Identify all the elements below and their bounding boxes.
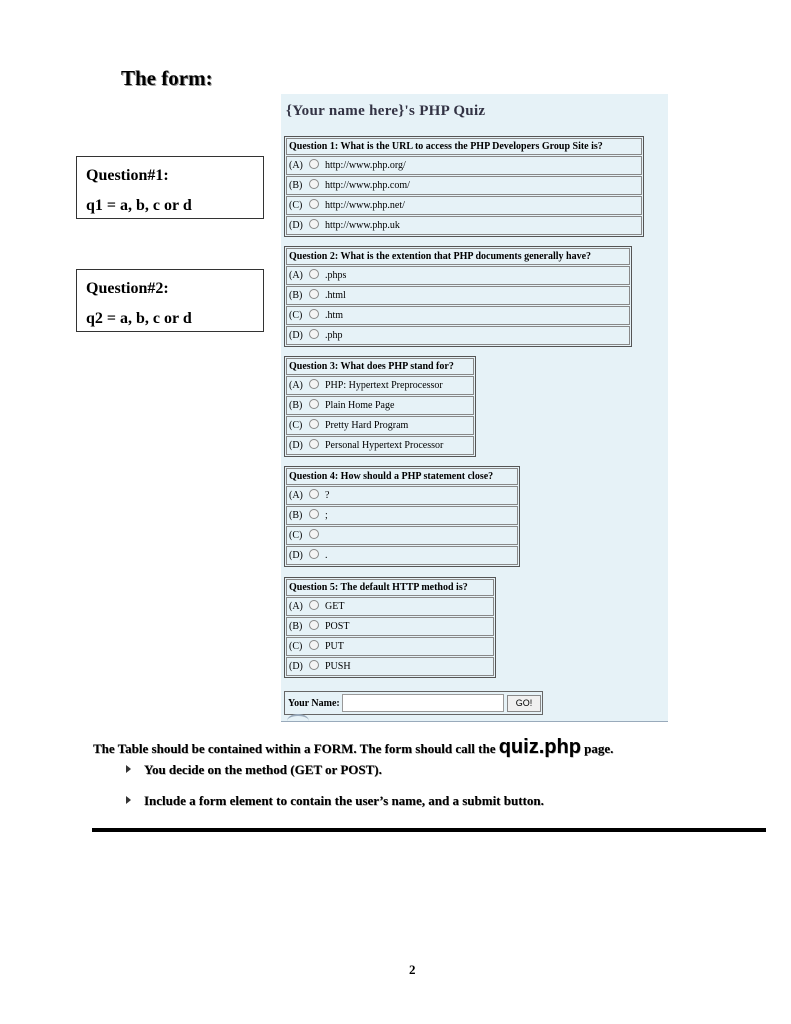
- option-text: Plain Home Page: [325, 400, 395, 411]
- radio-button[interactable]: [309, 529, 319, 539]
- option-row[interactable]: [286, 657, 494, 676]
- option-letter: (D): [289, 440, 303, 451]
- option-text: .: [325, 550, 328, 561]
- option-row[interactable]: [286, 486, 518, 505]
- option-row[interactable]: [286, 196, 642, 215]
- radio-button[interactable]: [309, 620, 319, 630]
- callout-title: Question#1:: [86, 167, 169, 184]
- callout-question-1: [76, 156, 264, 219]
- option-letter: (C): [289, 530, 303, 541]
- option-row[interactable]: [286, 416, 474, 435]
- option-letter: (B): [289, 290, 303, 301]
- bullet-item: [126, 793, 544, 809]
- option-text: .php: [325, 330, 343, 341]
- question-1-text: Question 1: What is the URL to access the PHP Developers Group Site is?: [286, 138, 642, 155]
- question-5-text: Question 5: The default HTTP method is?: [286, 579, 494, 596]
- option-row[interactable]: [286, 396, 474, 415]
- instruction-part-1: The Table should be contained within a FORM. The form should call the: [93, 741, 499, 756]
- option-letter: (A): [289, 380, 303, 391]
- radio-button[interactable]: [309, 439, 319, 449]
- option-letter: (A): [289, 601, 303, 612]
- callout-title: Question#2:: [86, 280, 169, 297]
- radio-button[interactable]: [309, 219, 319, 229]
- option-letter: (B): [289, 400, 303, 411]
- radio-button[interactable]: [309, 600, 319, 610]
- option-row[interactable]: [286, 546, 518, 565]
- bullet-arrow-icon: [126, 796, 131, 804]
- option-letter: (A): [289, 270, 303, 281]
- option-text: .phps: [325, 270, 347, 281]
- callout-text: q2 = a, b, c or d: [86, 310, 192, 327]
- option-row[interactable]: [286, 637, 494, 656]
- option-text: PUT: [325, 641, 344, 652]
- radio-button[interactable]: [309, 199, 319, 209]
- option-row[interactable]: [286, 216, 642, 235]
- option-row[interactable]: [286, 176, 642, 195]
- bullet-arrow-icon: [126, 765, 131, 773]
- bullet-item: [126, 762, 382, 778]
- radio-button[interactable]: [309, 159, 319, 169]
- name-label: Your Name:: [288, 697, 340, 709]
- option-row[interactable]: [286, 597, 494, 616]
- option-row[interactable]: [286, 156, 642, 175]
- option-row[interactable]: [286, 526, 518, 545]
- page-number: 2: [409, 962, 416, 977]
- option-text: http://www.php.uk: [325, 220, 400, 231]
- bullet-text: Include a form element to contain the user’s name, and a submit button.: [144, 793, 544, 808]
- question-4-table: [284, 466, 520, 567]
- option-letter: (B): [289, 510, 303, 521]
- radio-button[interactable]: [309, 309, 319, 319]
- quiz-title: {Your name here}'s PHP Quiz: [286, 103, 486, 119]
- option-letter: (C): [289, 420, 303, 431]
- instruction-paragraph: [93, 736, 613, 759]
- option-text: ?: [325, 490, 330, 501]
- callout-question-2: [76, 269, 264, 332]
- option-row[interactable]: [286, 506, 518, 525]
- option-text: ;: [325, 510, 328, 521]
- option-letter: (A): [289, 490, 303, 501]
- option-text: .html: [325, 290, 346, 301]
- option-text: http://www.php.org/: [325, 160, 406, 171]
- option-text: Pretty Hard Program: [325, 420, 409, 431]
- option-row[interactable]: [286, 436, 474, 455]
- option-row[interactable]: [286, 286, 630, 305]
- go-button[interactable]: GO!: [507, 695, 542, 712]
- option-letter: (D): [289, 661, 303, 672]
- name-input[interactable]: [342, 694, 504, 712]
- bullet-text: You decide on the method (GET or POST).: [144, 762, 382, 777]
- radio-button[interactable]: [309, 329, 319, 339]
- option-row[interactable]: [286, 306, 630, 325]
- option-letter: (D): [289, 550, 303, 561]
- option-letter: (B): [289, 180, 303, 191]
- name-form-row: [284, 691, 543, 715]
- radio-button[interactable]: [309, 549, 319, 559]
- question-3-table: [284, 356, 476, 457]
- option-text: GET: [325, 601, 345, 612]
- question-3-text: Question 3: What does PHP stand for?: [286, 358, 474, 375]
- quiz-screenshot-panel: [281, 94, 668, 722]
- question-4-text: Question 4: How should a PHP statement close?: [286, 468, 518, 485]
- radio-button[interactable]: [309, 289, 319, 299]
- radio-button[interactable]: [309, 399, 319, 409]
- question-2-table: [284, 246, 632, 347]
- option-letter: (C): [289, 310, 303, 321]
- filename: quiz.php: [498, 736, 581, 758]
- option-letter: (C): [289, 200, 303, 211]
- decorative-arc: [287, 714, 309, 728]
- option-text: Personal Hypertext Processor: [325, 440, 444, 451]
- section-heading: The form:: [121, 66, 213, 90]
- question-5-table: [284, 577, 496, 678]
- radio-button[interactable]: [309, 509, 319, 519]
- radio-button[interactable]: [309, 489, 319, 499]
- radio-button[interactable]: [309, 660, 319, 670]
- question-2-text: Question 2: What is the extention that PHP documents generally have?: [286, 248, 630, 265]
- instruction-part-2: page.: [580, 741, 614, 756]
- option-letter: (A): [289, 160, 303, 171]
- option-row[interactable]: [286, 376, 474, 395]
- radio-button[interactable]: [309, 269, 319, 279]
- option-text: .htm: [325, 310, 344, 321]
- question-1-table: [284, 136, 644, 237]
- callout-text: q1 = a, b, c or d: [86, 197, 192, 214]
- option-text: http://www.php.com/: [325, 180, 410, 191]
- option-letter: (D): [289, 330, 303, 341]
- option-text: http://www.php.net/: [325, 200, 405, 211]
- radio-button[interactable]: [309, 379, 319, 389]
- option-letter: (D): [289, 220, 303, 231]
- option-text: PHP: Hypertext Preprocessor: [325, 380, 443, 391]
- horizontal-rule: [92, 828, 766, 832]
- option-row[interactable]: [286, 617, 494, 636]
- radio-button[interactable]: [309, 640, 319, 650]
- option-text: POST: [325, 621, 350, 632]
- radio-button[interactable]: [309, 179, 319, 189]
- option-text: PUSH: [325, 661, 351, 672]
- option-row[interactable]: [286, 326, 630, 345]
- option-row[interactable]: [286, 266, 630, 285]
- option-letter: (B): [289, 621, 303, 632]
- radio-button[interactable]: [309, 419, 319, 429]
- option-letter: (C): [289, 641, 303, 652]
